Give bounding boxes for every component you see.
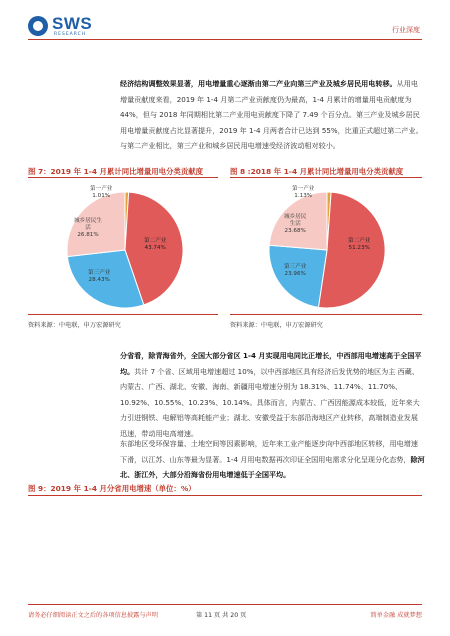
- pie8-label-residential-name2: 生活: [289, 221, 301, 227]
- figure-8-rule: [230, 177, 422, 178]
- pie8-label-secondary-value: 51.23%: [348, 245, 370, 251]
- pie7-label-residential-name2: 活: [85, 225, 91, 231]
- pie8-label-tertiary-value: 23.96%: [284, 271, 306, 277]
- figure-9-title: 图 9：2019 年 1-4 月分省用电增速（单位：%）: [28, 484, 196, 493]
- pie7-label-tertiary-value: 28.43%: [88, 277, 110, 283]
- pie8-label-residential-name1: 城乡居民: [284, 214, 307, 220]
- pie7-label-secondary-name: 第二产业: [144, 238, 167, 244]
- paragraph-body: 东部地区受环保容量、土地空间等因素影响，近年来工业产能逐步向中西部地区转移，用电增速下滑，以江苏、山东等最为显著。1-4 月用电数据再次印证全国用电需求分化呈现分化态势，: [120, 439, 418, 464]
- pie-chart-2018: [242, 180, 412, 314]
- figure-8-source: 资料来源：中电联，申万宏源研究: [230, 322, 323, 329]
- logo-subtext: RESEARCH: [54, 32, 87, 37]
- logo-mark-icon: [28, 16, 48, 36]
- paragraph-body: 从用电增量贡献度来看，2019 年 1-4 月第二产业贡献度仍为最高，1-4 月累计的增量用电贡献度为 44%，但与 2018 年同期相比第二产业用电贡献度下降了 7.49 个百分点。第三产业及城乡居民用电增量贡献度占比显著提升，2019 年 1-4 月两者合计已达到 55%，比重正式超过第二产业。与第二产业相比，第三产业和城乡居民用电增速受经济波动相对较小。: [120, 79, 423, 151]
- figure-8-title: 图 8 :2018 年 1-4 月累计同比增量用电分类贡献度: [230, 167, 404, 176]
- pie8-label-secondary-name: 第二产业: [348, 238, 371, 244]
- pie7-label-primary-name: 第一产业: [90, 186, 113, 192]
- figure-9-rule: [28, 495, 422, 496]
- paragraph-lead: 经济结构调整效果显著，用电增量重心逐渐由第二产业向第三产业及城乡居民用电转移。: [120, 79, 397, 88]
- pie8-label-residential: [284, 214, 306, 235]
- report-type: 行业深度: [392, 26, 420, 34]
- pie7-label-tertiary: [88, 270, 110, 284]
- pie7-label-secondary: [144, 238, 166, 252]
- figure-7-chart: [40, 180, 210, 314]
- footer-page-number: 第 11 页 共 20 页: [196, 612, 247, 619]
- pie7-label-primary: [90, 186, 112, 200]
- header-divider: [28, 39, 422, 40]
- pie8-label-residential-value: 23.68%: [284, 228, 306, 234]
- footer-divider: [28, 604, 422, 605]
- paragraph-structure: [120, 76, 425, 154]
- pie7-label-primary-value: 1.01%: [92, 193, 111, 199]
- pie8-label-secondary: [348, 238, 370, 252]
- figure-7-rule: [28, 177, 218, 178]
- footer-slogan: 简单金融 成就梦想: [370, 612, 422, 619]
- pie8-label-tertiary-name: 第三产业: [284, 264, 307, 270]
- figure-7-source: 资料来源：中电联，申万宏源研究: [28, 322, 121, 329]
- pie7-label-tertiary-name: 第三产业: [88, 270, 111, 276]
- figure-8-bottom-rule: [230, 314, 422, 315]
- paragraph-lead: 分省看，除青海省外，全国大部分省区 1-4 月实现用电同比正增长，中西部用电增速高于全国平均。: [120, 351, 422, 376]
- pie8-label-tertiary: [284, 264, 306, 278]
- figure-7-bottom-rule: [28, 314, 218, 315]
- pie7-label-residential: [74, 218, 102, 239]
- page-header: [0, 0, 450, 44]
- pie8-label-primary-value: 1.13%: [294, 193, 313, 199]
- paragraph-emphasis: 除河北、浙江外，大部分沿海省份用电增速低于全国平均。: [120, 454, 425, 480]
- footer-disclaimer: 请务必仔细阅读正文之后的各项信息披露与声明: [28, 612, 158, 619]
- pie7-label-residential-value: 26.81%: [77, 232, 99, 238]
- pie7-label-secondary-value: 43.74%: [144, 245, 166, 251]
- paragraph-body: 共计 7 个省、区域用电增速超过 10%，以中西部地区具有经济后发优势的地区为主 西藏、内蒙古、广西、湖北、安徽、海南、新疆用电增速分别为 18.31%、11.74%、11.70%、10.92%、10.55%、10.23%、10.14%。具体而言，内蒙古、广西因能源成本较低，近年来大力引进钢铁、电解铝等高耗能产业；湖北、安徽受益于东部沿海地区产业转移，高端制造业发展迅速，带动用电高增速。: [120, 366, 420, 438]
- logo-text: SWS: [52, 14, 93, 33]
- paragraph-east: [120, 436, 425, 483]
- pie7-label-residential-name1: 城乡居民生: [74, 218, 102, 224]
- pie8-label-primary: [292, 186, 314, 200]
- figure-7-title: 图 7：2019 年 1-4 月累计同比增量用电分类贡献度: [28, 167, 203, 176]
- pie-chart-2019: [40, 180, 210, 314]
- pie8-label-primary-name: 第一产业: [292, 186, 315, 192]
- figure-8-chart: [242, 180, 412, 314]
- sws-logo: [28, 14, 110, 42]
- paragraph-provinces: [120, 348, 425, 442]
